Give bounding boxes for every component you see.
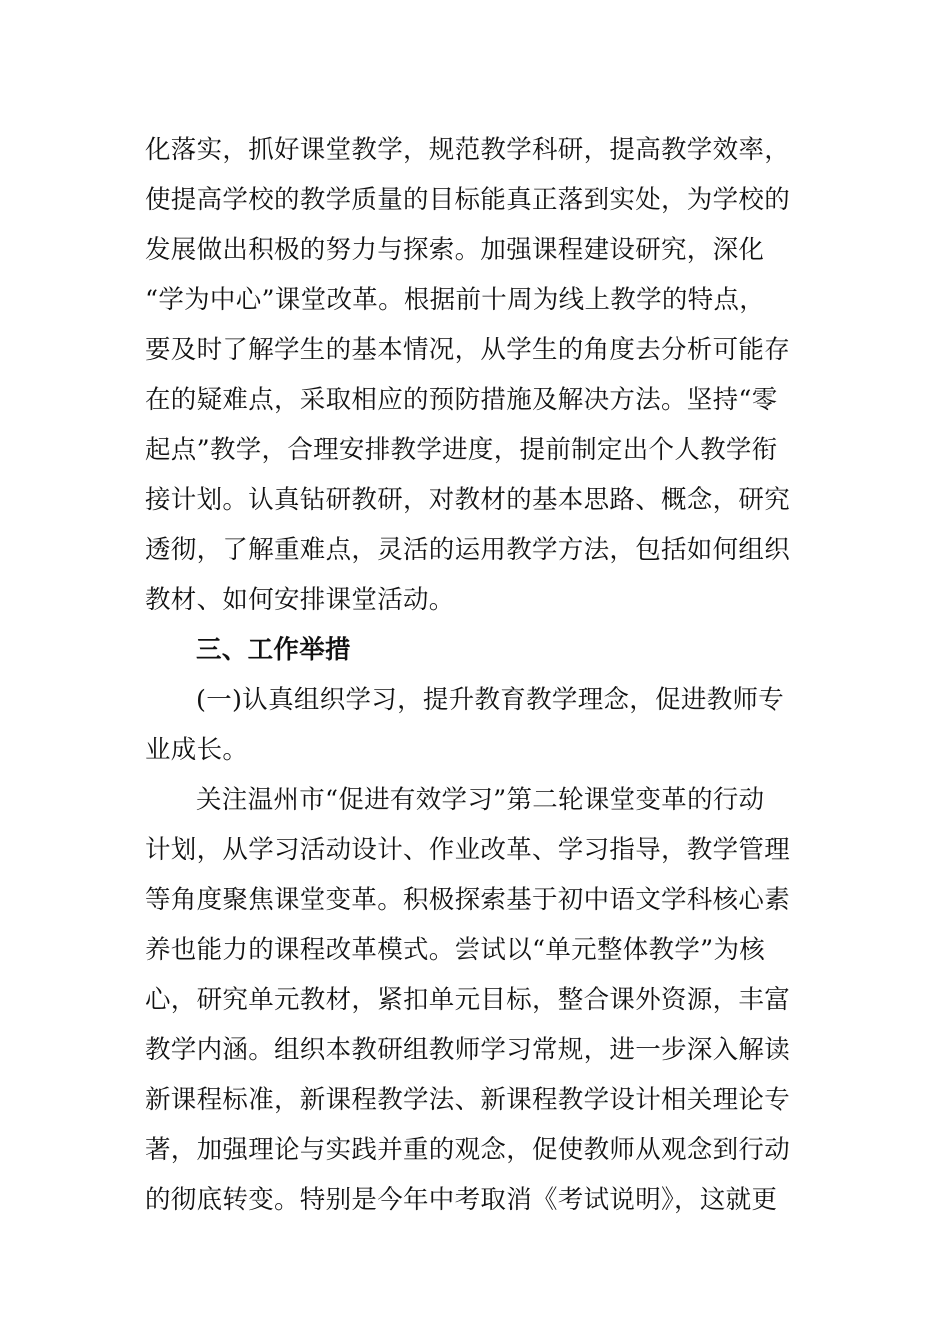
section-heading: 三、工作举措 [196,635,351,665]
text-line: 业成长。 [145,735,249,765]
text-line: 计划，从学习活动设计、作业改革、学习指导，教学管理 [145,835,791,865]
text-line: 的彻底转变。特别是今年中考取消《考试说明》，这就更 [145,1185,778,1215]
text-line: 等角度聚焦课堂变革。积极探索基于初中语文学科核心素 [145,885,791,915]
text-line: 著，加强理论与实践并重的观念，促使教师从观念到行动 [145,1135,791,1165]
text-line: 要及时了解学生的基本情况，从学生的角度去分析可能存 [145,335,791,365]
text-line: 养也能力的课程改革模式。尝试以“单元整体教学”为核 [145,935,766,965]
text-line: 发展做出积极的努力与探索。加强课程建设研究，深化 [145,235,765,265]
text-line: 在的疑难点，采取相应的预防措施及解决方法。坚持“零 [145,385,778,415]
text-line: 心，研究单元教材，紧扣单元目标，整合课外资源，丰富 [145,985,791,1015]
text-line: 使提高学校的教学质量的目标能真正落到实处，为学校的 [145,185,791,215]
subsection-heading: (一)认真组织学习，提升教育教学理念，促进教师专 [196,685,785,715]
text-line: 化落实，抓好课堂教学，规范教学科研，提高教学效率， [145,135,791,165]
text-line: 起点”教学，合理安排教学进度，提前制定出个人教学衔 [145,435,778,465]
text-line: 教学内涵。组织本教研组教师学习常规，进一步深入解读 [145,1035,791,1065]
text-line: 新课程标准，新课程教学法、新课程教学设计相关理论专 [145,1085,791,1115]
text-line: 接计划。认真钻研教研，对教材的基本思路、概念，研究 [145,485,791,515]
text-line: 透彻，了解重难点，灵活的运用教学方法，包括如何组织 [145,535,791,565]
text-line: “学为中心”课堂改革。根据前十周为线上教学的特点， [145,285,766,315]
paragraph-first-line: 关注温州市“促进有效学习”第二轮课堂变革的行动 [196,785,765,815]
text-line: 教材、如何安排课堂活动。 [145,585,455,615]
